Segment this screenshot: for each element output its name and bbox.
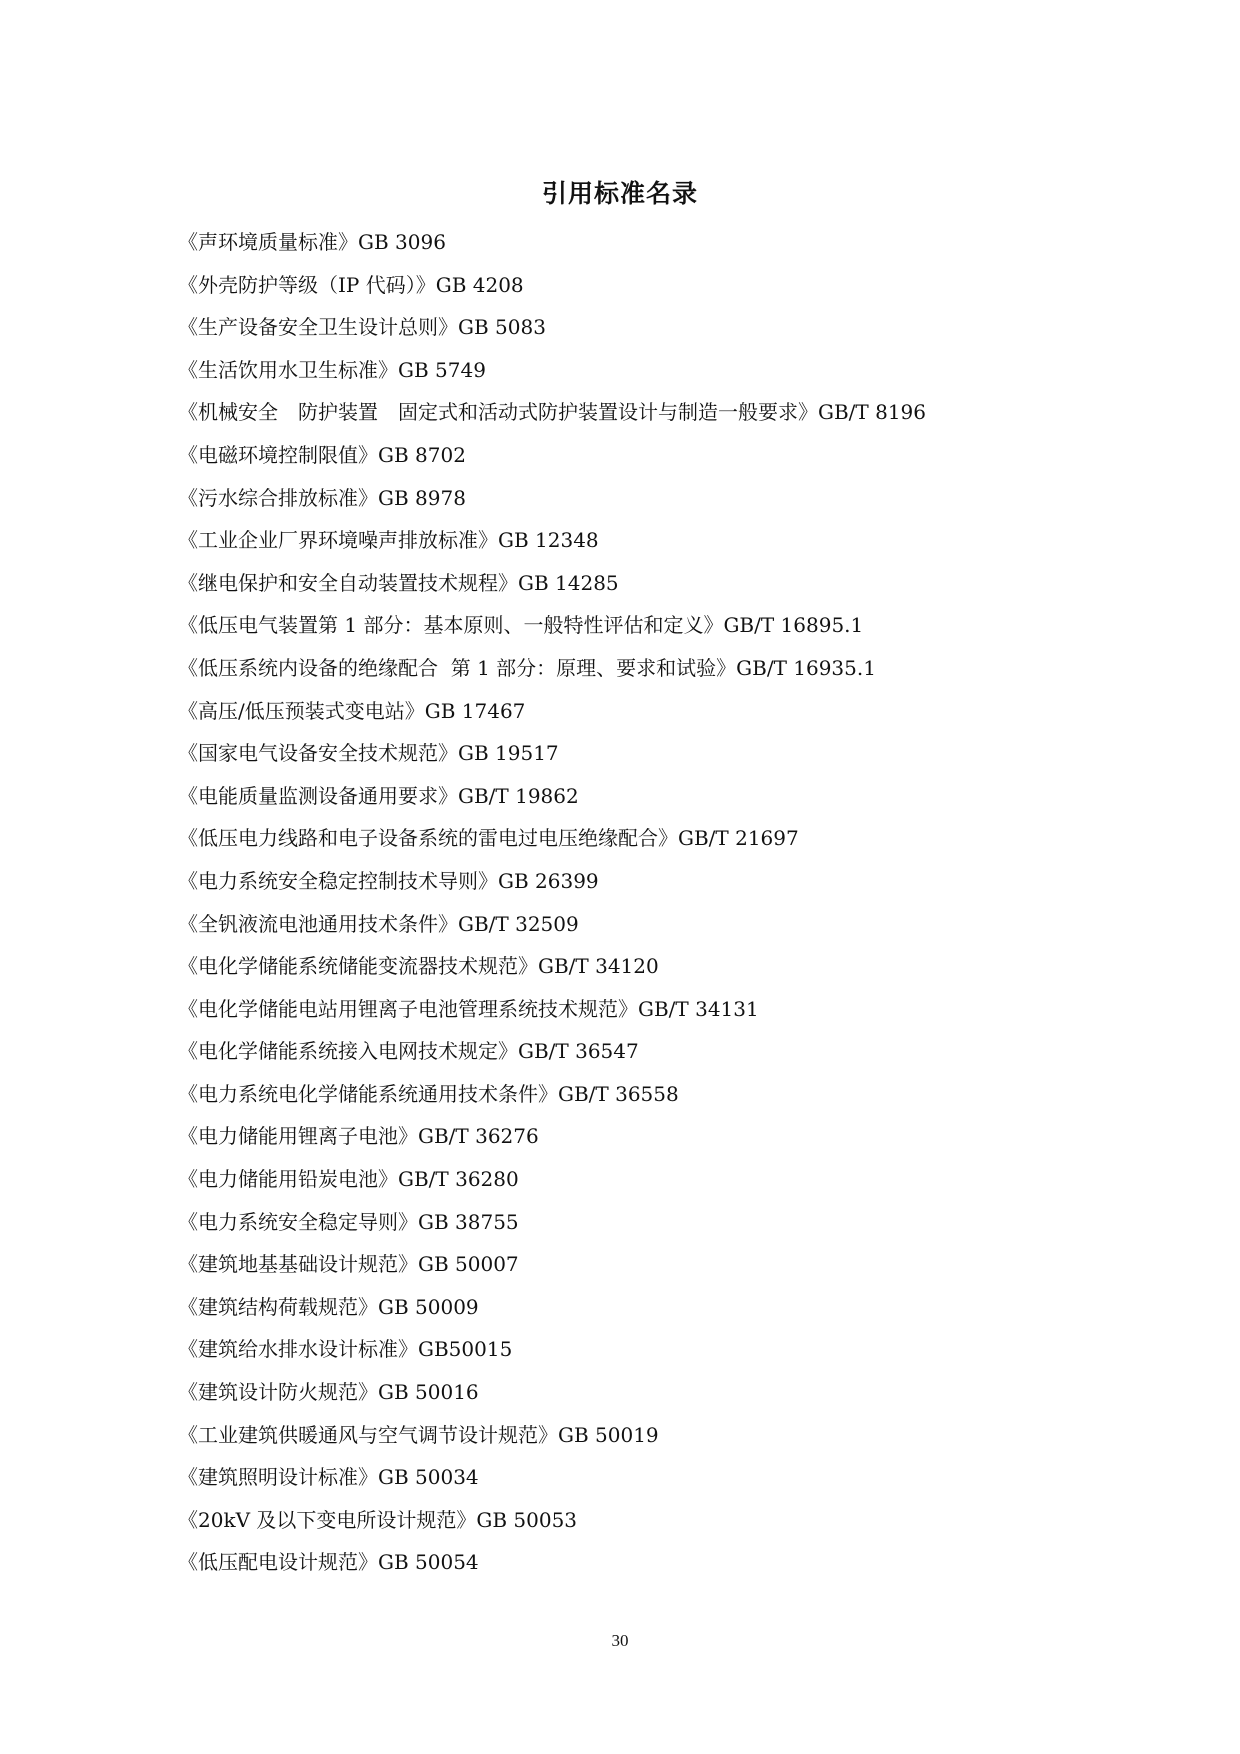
reference-item: 《国家电气设备安全技术规范》GB 19517 <box>178 741 559 766</box>
reference-item: 《声环境质量标准》GB 3096 <box>178 230 446 254</box>
reference-list <box>178 223 1178 1586</box>
reference-item: 《低压配电设计规范》GB 50054 <box>178 1550 479 1575</box>
reference-item: 《低压电气装置第 1 部分：基本原则、一般特性评估和定义》GB/T 16895.1 <box>178 613 864 638</box>
page-number: 30 <box>611 1631 629 1650</box>
reference-item: 《20kV 及以下变电所设计规范》GB 50053 <box>178 1507 578 1532</box>
reference-item: 《低压系统内设备的绝缘配合 第 1 部分：原理、要求和试验》GB/T 16935.1 <box>178 655 876 680</box>
reference-item: 《建筑地基基础设计规范》GB 50007 <box>178 1252 519 1277</box>
reference-item: 《电力系统安全稳定导则》GB 38755 <box>178 1209 519 1234</box>
reference-item: 《建筑设计防火规范》GB 50016 <box>178 1380 479 1405</box>
reference-item: 《污水综合排放标准》GB 8978 <box>178 485 466 510</box>
reference-item: 《全钒液流电池通用技术条件》GB/T 32509 <box>178 911 579 936</box>
reference-item: 《生活饮用水卫生标准》GB 5749 <box>178 357 486 382</box>
reference-item: 《电化学储能系统储能变流器技术规范》GB/T 34120 <box>178 954 659 979</box>
reference-item: 《电磁环境控制限值》GB 8702 <box>178 442 466 467</box>
reference-item: 《继电保护和安全自动装置技术规程》GB 14285 <box>178 570 619 595</box>
reference-item: 《电化学储能系统接入电网技术规定》GB/T 36547 <box>178 1039 639 1064</box>
reference-item: 《电力系统安全稳定控制技术导则》GB 26399 <box>178 868 599 893</box>
reference-item: 《生产设备安全卫生设计总则》GB 5083 <box>178 315 546 340</box>
reference-item: 《建筑结构荷载规范》GB 50009 <box>178 1294 479 1319</box>
reference-item: 《电能质量监测设备通用要求》GB/T 19862 <box>178 783 579 808</box>
reference-item: 《高压/低压预装式变电站》GB 17467 <box>178 698 526 723</box>
reference-item: 《电化学储能电站用锂离子电池管理系统技术规范》GB/T 34131 <box>178 996 759 1021</box>
reference-item: 《电力储能用锂离子电池》GB/T 36276 <box>178 1124 539 1149</box>
reference-item: 《外壳防护等级（IP 代码）》GB 4208 <box>178 272 524 297</box>
reference-item: 《工业企业厂界环境噪声排放标准》GB 12348 <box>178 528 599 553</box>
reference-item: 《低压电力线路和电子设备系统的雷电过电压绝缘配合》GB/T 21697 <box>178 826 799 851</box>
reference-item: 《机械安全 防护装置 固定式和活动式防护装置设计与制造一般要求》GB/T 8196 <box>178 400 927 425</box>
reference-item: 《建筑给水排水设计标准》GB50015 <box>178 1337 513 1362</box>
reference-item: 《工业建筑供暖通风与空气调节设计规范》GB 50019 <box>178 1422 659 1447</box>
page-title: 引用标准名录 <box>541 179 698 208</box>
reference-item: 《建筑照明设计标准》GB 50034 <box>178 1465 479 1490</box>
reference-item: 《电力储能用铅炭电池》GB/T 36280 <box>178 1167 519 1192</box>
reference-item: 《电力系统电化学储能系统通用技术条件》GB/T 36558 <box>178 1081 679 1106</box>
